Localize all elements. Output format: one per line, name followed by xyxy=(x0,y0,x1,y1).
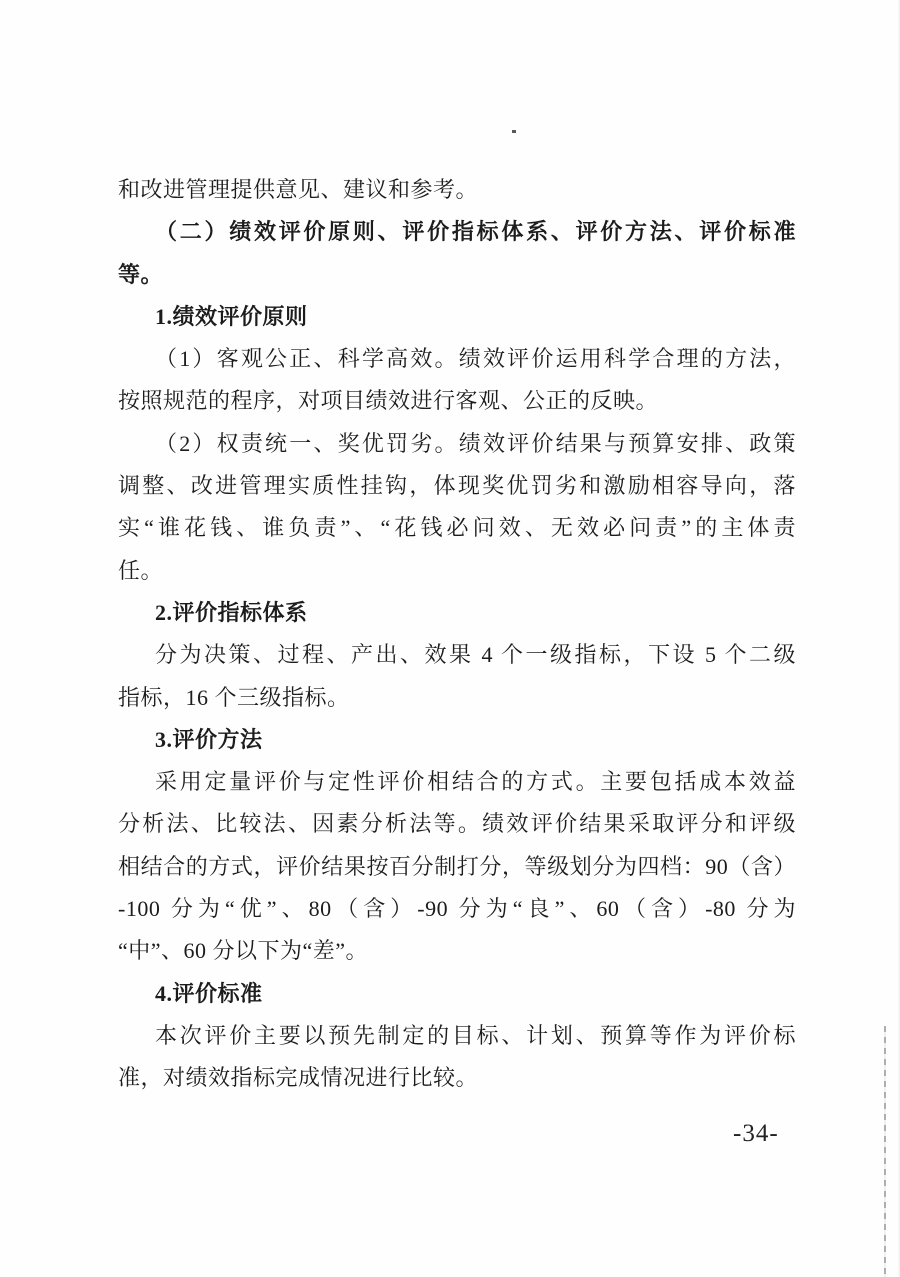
scan-dashed-line-artifact xyxy=(884,1026,886,1277)
body-line-12: 分为决策、过程、产出、效果 4 个一级指标，下设 5 个二级 xyxy=(155,642,796,668)
subheading-3-evaluation-method: 3.评价方法 xyxy=(155,726,263,752)
body-line-9: 实“谁花钱、谁负责”、“花钱必问效、无效必问责”的主体责 xyxy=(118,515,796,541)
body-line-7: （2）权责统一、奖优罚劣。绩效评价结果与预算安排、政策 xyxy=(155,430,796,456)
body-line-18: -100 分为“优”、80（含）-90 分为“良”、60（含）-80 分为 xyxy=(118,896,796,922)
body-line-5: （1）客观公正、科学高效。绩效评价运用科学合理的方法， xyxy=(155,346,796,372)
subheading-1-performance-principles: 1.绩效评价原则 xyxy=(155,303,308,329)
body-line-8: 调整、改进管理实质性挂钩，体现奖优罚劣和激励相容导向，落 xyxy=(118,473,796,499)
scan-dot-artifact xyxy=(512,130,516,133)
body-line-21: 本次评价主要以预先制定的目标、计划、预算等作为评价标 xyxy=(155,1022,796,1048)
page-number: -34- xyxy=(733,1120,779,1147)
body-line-15: 采用定量评价与定性评价相结合的方式。主要包括成本效益 xyxy=(155,769,796,795)
section-heading-2: （二）绩效评价原则、评价指标体系、评价方法、评价标准 xyxy=(155,219,796,245)
body-line-22: 准，对绩效指标完成情况进行比较。 xyxy=(118,1065,479,1091)
body-line-1: 和改进管理提供意见、建议和参考。 xyxy=(118,177,479,202)
section-heading-2-continuation: 等。 xyxy=(118,261,164,287)
subheading-2-indicator-system: 2.评价指标体系 xyxy=(155,599,308,625)
body-line-19: “中”、60 分以下为“差”。 xyxy=(118,938,369,964)
body-line-13: 指标，16 个三级指标。 xyxy=(118,684,350,710)
body-line-6: 按照规范的程序，对项目绩效进行客观、公正的反映。 xyxy=(118,388,659,414)
body-line-17: 相结合的方式，评价结果按百分制打分，等级划分为四档：90（含） xyxy=(118,853,796,879)
body-line-10: 任。 xyxy=(118,557,164,583)
body-line-16: 分析法、比较法、因素分析法等。绩效评价结果采取评分和评级 xyxy=(118,811,796,837)
subheading-4-evaluation-standard: 4.评价标准 xyxy=(155,980,263,1006)
document-body xyxy=(118,169,796,1100)
